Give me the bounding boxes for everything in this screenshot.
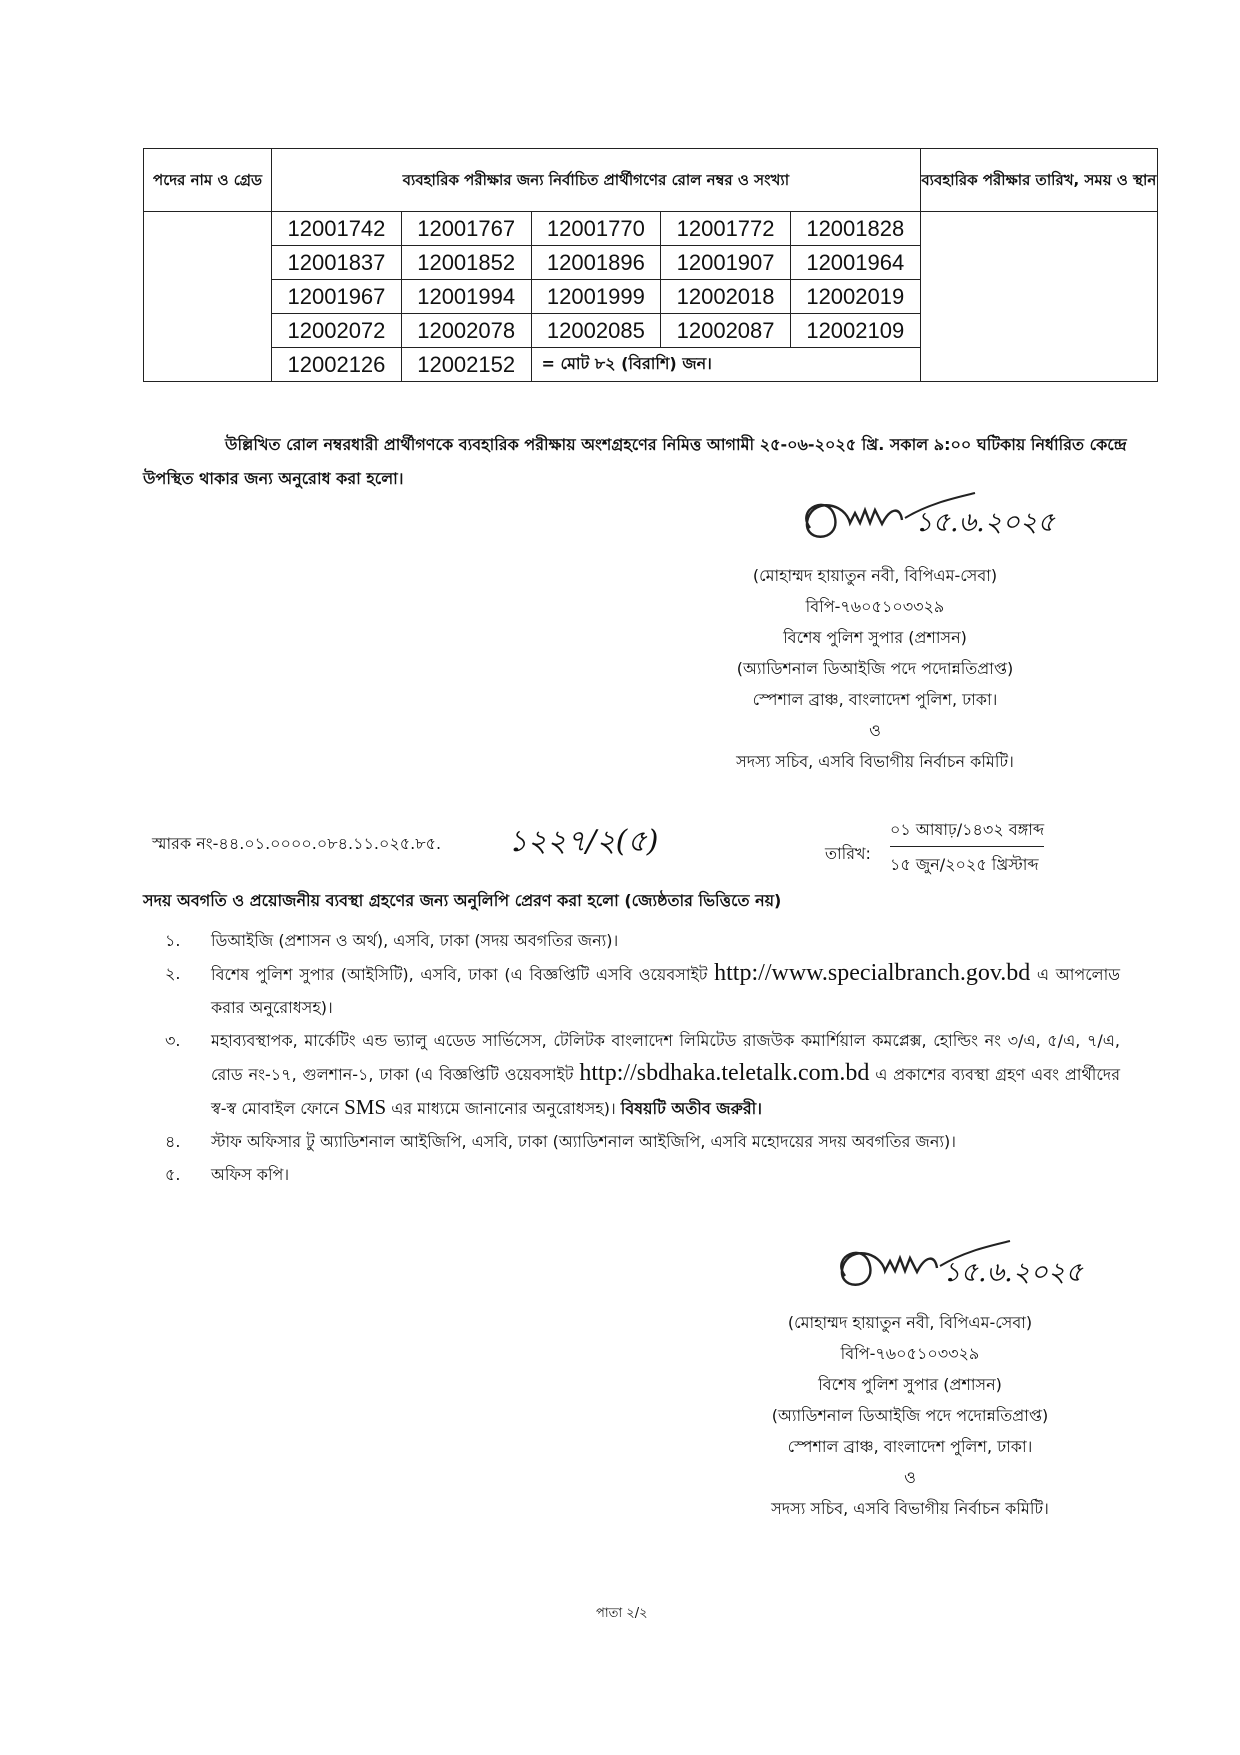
signatory-note: (অ্যাডিশনাল ডিআইজি পদে পদোন্নতিপ্রাপ্ত) <box>771 1406 1049 1425</box>
signatory-office: স্পেশাল ব্রাঞ্চ, বাংলাদেশ পুলিশ, ঢাকা। <box>752 690 998 709</box>
roll-cell: 12002087 <box>661 314 791 348</box>
signatory-designation: বিশেষ পুলিশ সুপার (প্রশাসন) <box>818 1375 1002 1394</box>
list-item <box>165 924 1120 957</box>
list-number: ১. <box>165 931 181 950</box>
signatory-and: ও <box>869 721 881 740</box>
roll-cell: 12002018 <box>661 280 791 314</box>
signatory-note: (অ্যাডিশনাল ডিআইজি পদে পদোন্নতিপ্রাপ্ত) <box>736 659 1014 678</box>
signatory-designation: বিশেষ পুলিশ সুপার (প্রশাসন) <box>783 628 967 647</box>
list-number: ৩. <box>165 1031 181 1050</box>
signatory-name: (মোহাম্মদ হায়াতুন নবী, বিপিএম-সেবা) <box>787 1313 1033 1332</box>
roll-cell: 12001896 <box>531 246 661 280</box>
signature-block <box>650 560 1100 777</box>
roll-cell: 12002109 <box>790 314 920 348</box>
signatory-bp: বিপি-৭৬০৫১০৩৩২৯ <box>805 597 945 616</box>
list-text-part: এ প্রকাশের ব্যবস্থা গ্রহণ এবং প্রার্থীদের স্ব-স্ব মোবাইল ফোনে <box>211 1065 1121 1118</box>
notice-paragraph: উল্লিখিত রোল নম্বরধারী প্রার্থীগণকে ব্যবহারিক পরীক্ষায় অংশগ্রহণের নিমিত্ত আগামী ২৫-০৬-২০২৫ খ্রি. সকাল ৯:০০ ঘটিকায় নির্ধারিত কেন্দ্রে উপস্থিত থাকার জন্য অনুরোধ করা হলো। <box>143 435 1127 488</box>
roll-cell: 12001852 <box>401 246 531 280</box>
list-item <box>165 1158 1120 1191</box>
date-english: ১৫ জুন/২০২৫ খ্রিস্টাব্দ <box>890 855 1039 874</box>
roll-cell: 12001837 <box>272 246 402 280</box>
memo-handwritten-number: ১২২৭/২(৫) <box>508 824 659 859</box>
signatory-committee: সদস্য সচিব, এসবি বিভাগীয় নির্বাচন কমিটি। <box>736 752 1014 771</box>
list-text-part: মহাব্যবস্থাপক, মার্কেটিং এন্ড ভ্যালু এডেড সার্ভিসেস, টেলিটক বাংলাদেশ লিমিটেড রাজউক কমার্শিয়াল কমপ্লেক্স, হোল্ডিং নং ৩/এ, ৫/এ, ৭/এ, রোড নং-১৭, গুলশান-১, ঢাকা (এ বিজ্ঞপ্তিটি ওয়েবসাইট <box>211 1031 1120 1084</box>
roll-cell: 12001828 <box>790 212 920 246</box>
urgent-note: বিষয়টি অতীব জরুরী। <box>620 1099 762 1118</box>
list-text <box>211 957 1120 1024</box>
list-text: ডিআইজি (প্রশাসন ও অর্থ), এসবি, ঢাকা (সদয় অবগতির জন্য)। <box>211 931 619 950</box>
roll-cell: 12002126 <box>272 348 402 382</box>
roll-cell: 12002072 <box>272 314 402 348</box>
roll-cell: 12002019 <box>790 280 920 314</box>
roll-cell: 12002085 <box>531 314 661 348</box>
roll-cell: 12001772 <box>661 212 791 246</box>
list-item <box>165 957 1120 1024</box>
table-header-row <box>144 149 1158 212</box>
list-number: ৪. <box>165 1132 181 1151</box>
roll-cell: 12001907 <box>661 246 791 280</box>
signatory-and: ও <box>904 1468 916 1487</box>
roll-cell: 12001999 <box>531 280 661 314</box>
signatory-office: স্পেশাল ব্রাঞ্চ, বাংলাদেশ পুলিশ, ঢাকা। <box>787 1437 1033 1456</box>
header-date-time-place: ব্যবহারিক পরীক্ষার তারিখ, সময় ও স্থান <box>920 149 1157 212</box>
date-label: তারিখ: <box>825 844 871 863</box>
page-number: পাতা ২/২ <box>596 1606 648 1621</box>
roll-cell: 12001767 <box>401 212 531 246</box>
post-grade-cell <box>144 212 272 382</box>
roll-cell: 12002152 <box>401 348 531 382</box>
roll-cell: 12001967 <box>272 280 402 314</box>
list-text: অফিস কপি। <box>211 1165 290 1184</box>
memo-number-label: স্মারক নং-৪৪.০১.০০০০.০৮৪.১১.০২৫.৮৫. <box>152 834 442 853</box>
list-text-part: বিশেষ পুলিশ সুপার (আইসিটি), এসবি, ঢাকা (এ বিজ্ঞপ্তিটি এসবি ওয়েবসাইট <box>211 965 708 984</box>
roll-cell: 12002078 <box>401 314 531 348</box>
list-number: ৫. <box>165 1165 181 1184</box>
copy-list <box>165 924 1120 1191</box>
header-roll-numbers: ব্যবহারিক পরীক্ষার জন্য নির্বাচিত প্রার্থীগণের রোল নম্বর ও সংখ্যা <box>272 149 921 212</box>
sms-text: SMS <box>344 1095 387 1119</box>
list-item <box>165 1125 1120 1158</box>
signatory-bp: বিপি-৭৬০৫১০৩৩২৯ <box>840 1344 980 1363</box>
roll-cell: 12001964 <box>790 246 920 280</box>
list-number: ২. <box>165 964 181 983</box>
list-item <box>165 1024 1120 1125</box>
total-count-cell: = মোট ৮২ (বিরাশি) জন। <box>531 348 920 382</box>
list-text-part: এর মাধ্যমে জানানোর অনুরোধসহ)। <box>391 1099 616 1118</box>
signature-block <box>685 1307 1135 1524</box>
copy-heading: সদয় অবগতি ও প্রয়োজনীয় ব্যবস্থা গ্রহণের জন্য অনুলিপি প্রেরণ করা হলো (জ্যেষ্ঠতার ভিত্তিতে নয়) <box>143 891 782 910</box>
roll-cell: 12001994 <box>401 280 531 314</box>
signatory-committee: সদস্য সচিব, এসবি বিভাগীয় নির্বাচন কমিটি। <box>771 1499 1049 1518</box>
header-post-grade: পদের নাম ও গ্রেড <box>144 149 272 212</box>
table-row <box>144 212 1158 246</box>
roll-cell: 12001742 <box>272 212 402 246</box>
date-time-place-cell <box>920 212 1157 382</box>
list-text <box>211 1024 1120 1125</box>
website-link[interactable]: http://sbdhaka.teletalk.com.bd <box>579 1060 870 1086</box>
list-text: স্টাফ অফিসার টু অ্যাডিশনাল আইজিপি, এসবি, ঢাকা (অ্যাডিশনাল আইজিপি, এসবি মহোদয়ের সদয় অবগতির জন্য)। <box>211 1132 956 1151</box>
website-link[interactable]: http://www.specialbranch.gov.bd <box>714 960 1031 986</box>
roll-number-table <box>143 148 1158 382</box>
signatory-name: (মোহাম্মদ হায়াতুন নবী, বিপিএম-সেবা) <box>752 566 998 585</box>
list-text-part: এ আপলোড করার অনুরোধসহ)। <box>211 965 1120 1017</box>
date-bangla: ০১ আষাঢ়/১৪৩২ বঙ্গাব্দ <box>890 817 1044 847</box>
signature-date: ১৫.৬.২০২৫ <box>943 1257 1083 1288</box>
roll-cell: 12001770 <box>531 212 661 246</box>
signature-date: ১৫.৬.২০২৫ <box>915 507 1055 538</box>
